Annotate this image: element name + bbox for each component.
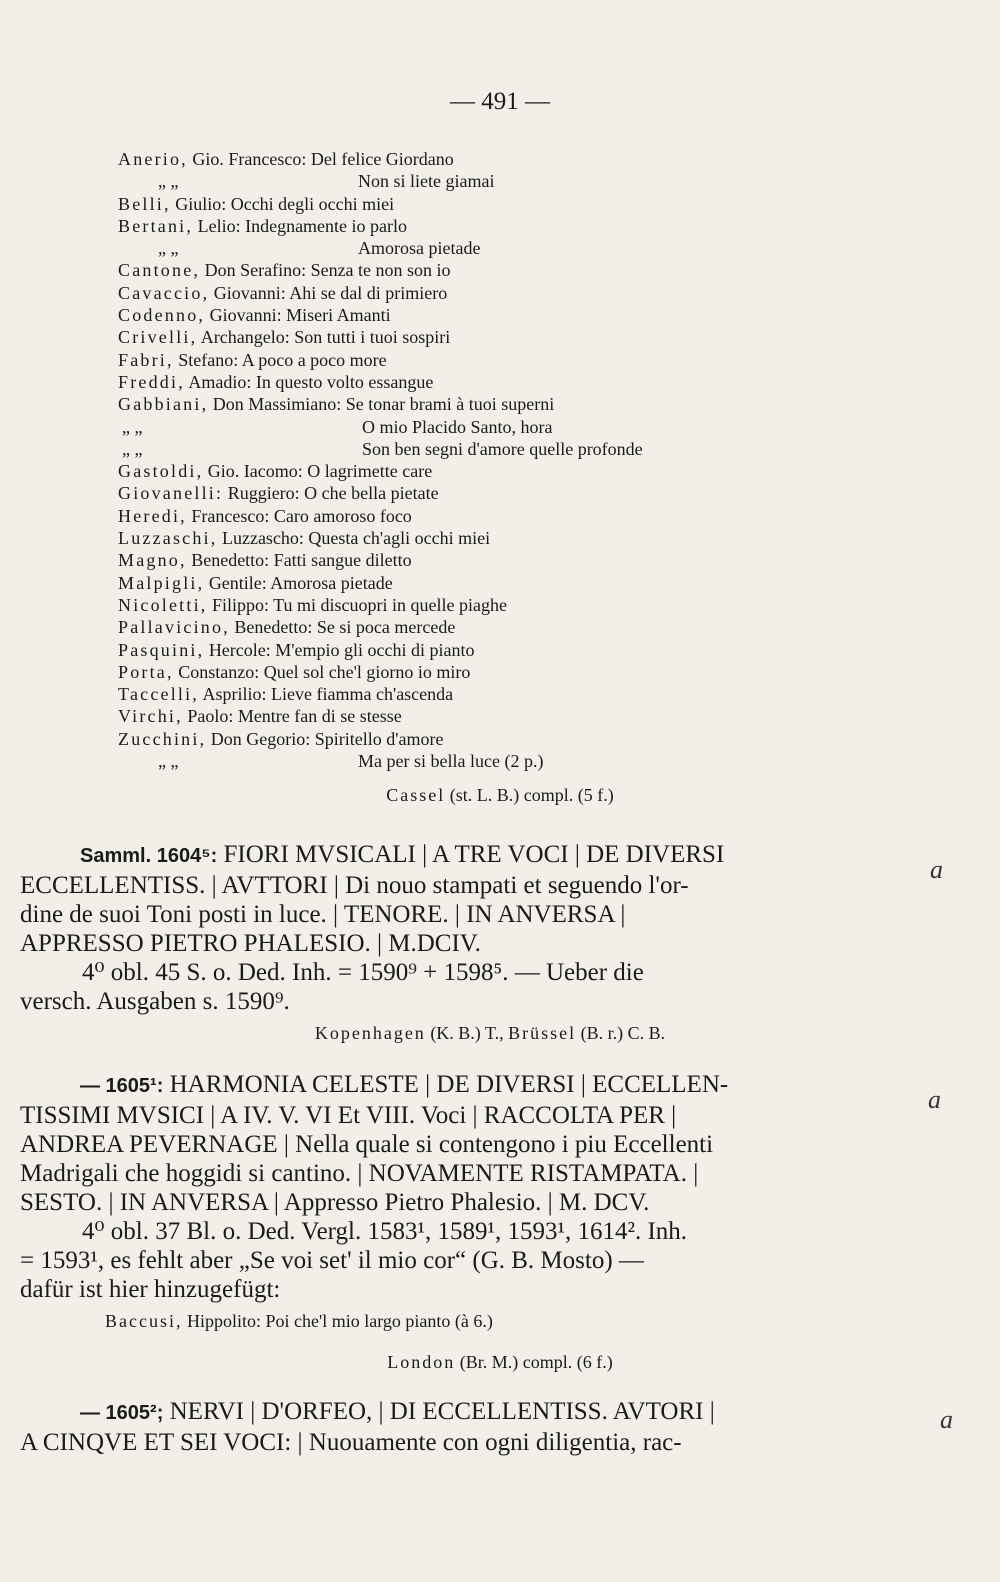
composer-entry [118, 393, 848, 415]
composer-entry [118, 193, 848, 215]
title-line-2: A CINQVE ET SEI VOCI: | Nuouamente con ogni diligentia, rac- [20, 1429, 682, 1456]
detail-line-2: = 1593¹, es fehlt aber „Se voi set' il mio cor“ (G. B. Mosto) — [20, 1247, 644, 1274]
composer-name: Gabbiani, [118, 394, 209, 415]
composer-entry [118, 371, 848, 393]
entry-label: — 1605²; [80, 1402, 164, 1424]
work-title: Archangelo: Son tutti i tuoi sospiri [197, 327, 451, 348]
composer-entry [118, 259, 848, 281]
work-title: Constanzo: Quel sol che'l giorno io miro [173, 661, 471, 682]
title-line-4: Madrigali che hoggidi si cantino. | NOVAMENTE RISTAMPATA. | [20, 1160, 699, 1187]
title-line-1: FIORI MVSICALI | A TRE VOCI | DE DIVERSI [217, 841, 725, 868]
composer-entry [118, 170, 848, 192]
location-detail: (K. B.) T., [425, 1023, 509, 1043]
madrigal-list [118, 148, 848, 772]
ditto-mark: „ „ [158, 751, 179, 772]
composer-entry [118, 705, 848, 727]
composer-entry [118, 549, 848, 571]
work-title: Giulio: Occhi degli occhi miei [170, 193, 395, 214]
work-title: Son ben segni d'amore quelle profonde [362, 438, 643, 459]
composer-entry [118, 148, 848, 170]
location-kopenhagen [0, 1023, 990, 1044]
composer-entry [118, 683, 848, 705]
entry-label: Samml. 1604⁵: [80, 845, 218, 867]
work-title: Don Massimiano: Se tonar brami à tuoi superni [208, 394, 555, 415]
location-cassel [0, 785, 1000, 806]
work-title: Ma per si bella luce (2 p.) [358, 751, 544, 772]
entry-label: — 1605¹: [80, 1075, 164, 1097]
entry-1605-2 [20, 1397, 880, 1457]
composer-entry [118, 505, 848, 527]
title-line-1: NERVI | D'ORFEO, | DI ECCELLENTISS. AVTORI | [163, 1398, 715, 1425]
composer-name: Fabri, [118, 349, 174, 370]
location-detail: (Br. M.) compl. (6 f.) [455, 1352, 613, 1372]
composer-name: Taccelli, [118, 684, 199, 705]
composer-name: Anerio, [118, 149, 188, 169]
work-title: Benedetto: Se si poca mercede [229, 617, 456, 638]
title-line-2: TISSIMI MVSICI | A IV. V. VI Et VIII. Voci | RACCOLTA PER | [20, 1102, 677, 1129]
composer-name: Porta, [118, 661, 174, 682]
work-title: Non si liete giamai [358, 171, 495, 192]
composer-entry [118, 616, 848, 638]
title-line-2: ECCELLENTISS. | AVTTORI | Di nouo stampati et seguendo l'or- [20, 872, 689, 899]
work-title: Amorosa pietade [358, 238, 481, 259]
composer-name: Belli, [118, 193, 171, 214]
location-name: London [387, 1352, 456, 1372]
work-title: Benedetto: Fatti sangue diletto [186, 550, 412, 571]
composer-name: Bertani, [118, 215, 194, 236]
work-title: Gentile: Amorosa pietade [204, 572, 393, 593]
composer-name: Cantone, [118, 260, 201, 281]
work-title: Hercole: M'empio gli occhi di pianto [204, 639, 475, 660]
composer-entry [118, 750, 848, 772]
composer-entry [118, 282, 848, 304]
composer-name: Baccusi, [105, 1311, 183, 1331]
composer-entry [118, 482, 848, 504]
location-name: Cassel [386, 785, 446, 805]
composer-name: Nicoletti, [118, 594, 208, 615]
composer-name: Codenno, [118, 305, 206, 326]
location-detail: (st. L. B.) compl. (5 f.) [445, 785, 614, 805]
detail-line-1: 4⁰ obl. 37 Bl. o. Ded. Vergl. 1583¹, 1589¹, 1593¹, 1614². Inh. [82, 1218, 688, 1245]
margin-note: a [940, 1405, 953, 1434]
composer-entry [118, 572, 848, 594]
work-title: Lelio: Indegnamente io parlo [193, 215, 408, 236]
work-title: Amadio: In questo volto essangue [184, 371, 434, 392]
location-name-2: Brüssel [508, 1023, 577, 1043]
ditto-mark: „ „ [122, 438, 143, 459]
composer-name: Malpigli, [118, 572, 205, 593]
page-number: — 491 — [450, 88, 550, 115]
work-title: Paolo: Mentre fan di se stesse [182, 706, 402, 727]
composer-entry [118, 326, 848, 348]
detail-line-3: dafür ist hier hinzugefügt: [20, 1276, 281, 1303]
composer-name: Cavaccio, [118, 282, 210, 303]
work-title: Gio. Iacomo: O lagrimette care [203, 461, 433, 482]
composer-entry [118, 438, 848, 460]
composer-name: Zucchini, [118, 728, 207, 749]
title-line-5: SESTO. | IN ANVERSA | Appresso Pietro Phalesio. | M. DCV. [20, 1189, 650, 1216]
composer-entry [118, 639, 848, 661]
added-entry [105, 1310, 865, 1332]
work-title: Gio. Francesco: Del felice Giordano [187, 149, 454, 169]
location-detail-2: (B. r.) C. B. [576, 1023, 666, 1043]
composer-entry [118, 728, 848, 750]
composer-name: Freddi, [118, 371, 185, 392]
work-title: O mio Placido Santo, hora [362, 416, 553, 437]
composer-name: Giovanelli: [118, 483, 224, 504]
ditto-mark: „ „ [122, 416, 143, 437]
work-title: Filippo: Tu mi discuopri in quelle piaghe [207, 594, 507, 615]
margin-note: a [930, 855, 943, 884]
work-title: Stefano: A poco a poco more [173, 349, 387, 370]
ditto-mark: „ „ [158, 238, 179, 259]
composer-entry [118, 349, 848, 371]
margin-note: a [928, 1085, 941, 1114]
detail-line-1: 4⁰ obl. 45 S. o. Ded. Inh. = 1590⁹ + 1598⁵. — Ueber die [82, 959, 644, 986]
title-line-4: APPRESSO PIETRO PHALESIO. | M.DCIV. [20, 930, 481, 957]
composer-entry [118, 215, 848, 237]
composer-entry [118, 237, 848, 259]
entry-1604-5 [20, 840, 880, 1016]
work-title: Giovanni: Ahi se dal di primiero [209, 282, 448, 303]
detail-line-2: versch. Ausgaben s. 1590⁹. [20, 988, 290, 1015]
ditto-mark: „ „ [158, 171, 179, 192]
title-line-3: ANDREA PEVERNAGE | Nella quale si contengono i piu Eccellenti [20, 1131, 714, 1158]
composer-entry [118, 416, 848, 438]
title-line-1: HARMONIA CELESTE | DE DIVERSI | ECCELLEN- [163, 1071, 729, 1098]
work-title: Luzzascho: Questa ch'agli occhi miei [217, 528, 491, 549]
location-name: Kopenhagen [314, 1023, 426, 1043]
work-title: Don Gegorio: Spiritello d'amore [206, 728, 444, 749]
composer-name: Magno, [118, 550, 187, 571]
composer-work: Hippolito: Poi che'l mio largo pianto (à 6.) [182, 1311, 493, 1331]
composer-entry [118, 594, 848, 616]
composer-name: Virchi, [118, 706, 183, 727]
composer-entry [118, 527, 848, 549]
composer-name: Heredi, [118, 505, 187, 526]
location-london [0, 1352, 1000, 1373]
work-title: Ruggiero: O che bella pietate [223, 483, 439, 504]
work-title: Don Serafino: Senza te non son io [200, 260, 451, 281]
work-title: Francesco: Caro amoroso foco [186, 505, 412, 526]
title-line-3: dine de suoi Toni posti in luce. | TENORE. | IN ANVERSA | [20, 901, 626, 928]
entry-1605-1 [20, 1070, 880, 1304]
composer-entry [118, 661, 848, 683]
work-title: Giovanni: Miseri Amanti [205, 305, 391, 326]
composer-name: Pasquini, [118, 639, 205, 660]
work-title: Asprilio: Lieve fiamma ch'ascenda [199, 684, 454, 705]
composer-name: Crivelli, [118, 327, 198, 348]
composer-entry [118, 460, 848, 482]
composer-name: Luzzaschi, [118, 528, 218, 549]
composer-name: Pallavicino, [118, 617, 230, 638]
composer-entry [118, 304, 848, 326]
composer-name: Gastoldi, [118, 461, 204, 482]
